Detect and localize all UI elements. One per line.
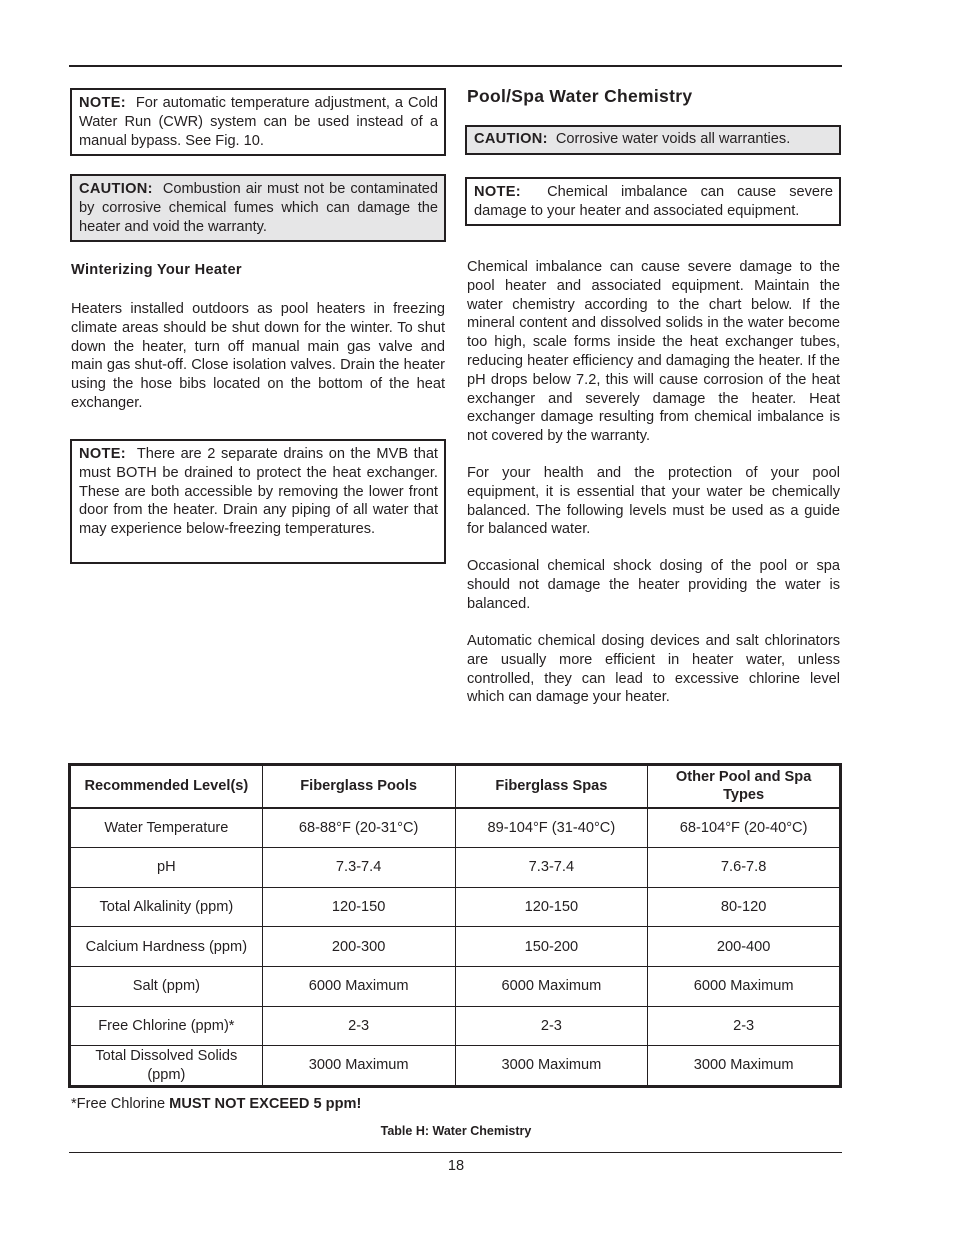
winterizing-heading: Winterizing Your Heater: [71, 262, 242, 278]
table-cell: pH: [70, 848, 263, 888]
table-cell: Total Dissolved Solids (ppm): [70, 1046, 263, 1087]
table-cell: 3000 Maximum: [262, 1046, 455, 1087]
caution-corrosive-text: Corrosive water voids all warranties.: [555, 131, 791, 147]
caution-combustion-box: [70, 174, 446, 242]
top-rule: [69, 65, 842, 67]
table-cell: 2-3: [262, 1006, 455, 1046]
table-row: [70, 1046, 841, 1087]
note-drains-box: [70, 439, 446, 564]
table-cell: 120-150: [262, 887, 455, 927]
table-cell: 68-88°F (20-31°C): [262, 808, 455, 848]
table-cell: 7.3-7.4: [262, 848, 455, 888]
note-imbalance-text: Chemical imbalance can cause severe damage to your heater and associated equipment.: [474, 184, 833, 219]
table-cell: Water Temperature: [70, 808, 263, 848]
note-label: NOTE:: [79, 95, 126, 111]
table-row: [70, 848, 841, 888]
table-cell: Total Alkalinity (ppm): [70, 887, 263, 927]
table-header: Other Pool and Spa Types: [648, 765, 841, 808]
table-row: [70, 927, 841, 967]
chemistry-paragraph-4: Automatic chemical dosing devices and salt chlorinators are usually more efficient in heater water, unless controlled, they can lead to excessive chlorine level which can damage your heater.: [467, 633, 840, 706]
section-title: Pool/Spa Water Chemistry: [467, 86, 693, 106]
table-header: Fiberglass Spas: [455, 765, 648, 808]
table-cell: 7.3-7.4: [455, 848, 648, 888]
table-row: [70, 967, 841, 1007]
note-label: NOTE:: [474, 184, 521, 200]
table-footnote: [71, 1096, 361, 1112]
page-number: 18: [447, 1158, 465, 1174]
table-cell: Calcium Hardness (ppm): [70, 927, 263, 967]
note-cwr-text: For automatic temperature adjustment, a Cold Water Run (CWR) system can be used instead of a manual bypass. See Fig. 10.: [79, 95, 438, 149]
caution-corrosive-box: [465, 125, 841, 155]
chemistry-paragraph-1: Chemical imbalance can cause severe damage to the pool heater and associated equipment. Maintain the water chemistry according to the chart below. If the mineral content and dissolved solids in the water become too high, scale forms inside the heat exchanger tubes, reducing heater efficiency and damaging the heater. If the pH drops below 7.2, this will cause corrosion of the heat exchanger and severely damage the heater. Heat exchanger damage resulting from chemical imbalance is not covered by the warranty.: [467, 259, 840, 445]
table-cell: 200-300: [262, 927, 455, 967]
table-row: [70, 808, 841, 848]
chemistry-paragraph-3: Occasional chemical shock dosing of the pool or spa should not damage the heater providing the water is balanced.: [467, 558, 840, 612]
table-header-row: [70, 765, 841, 808]
note-cwr-box: [70, 88, 446, 156]
table-cell: Salt (ppm): [70, 967, 263, 1007]
table-header: Recommended Level(s): [70, 765, 263, 808]
note-drains-text: There are 2 separate drains on the MVB that must BOTH be drained to protect the heat exchanger. These are both accessible by removing the lower front door from the heater. Drain any piping of all water that may experience below-freezing temperatures.: [79, 446, 438, 538]
table-row: [70, 1006, 841, 1046]
table-cell: 7.6-7.8: [648, 848, 841, 888]
chemistry-paragraph-2: For your health and the protection of your pool equipment, it is essential that your water be chemically balanced. The following levels must be used as a guide for balanced water.: [467, 465, 840, 538]
table-cell: 6000 Maximum: [262, 967, 455, 1007]
table-header: Fiberglass Pools: [262, 765, 455, 808]
table-cell: 68-104°F (20-40°C): [648, 808, 841, 848]
caution-label: CAUTION:: [474, 131, 548, 147]
table-cell: 89-104°F (31-40°C): [455, 808, 648, 848]
note-label: NOTE:: [79, 446, 126, 462]
table-caption: Table H: Water Chemistry: [380, 1124, 532, 1138]
table-cell: 6000 Maximum: [455, 967, 648, 1007]
bottom-rule: [69, 1152, 842, 1153]
table-cell: 2-3: [648, 1006, 841, 1046]
table-cell: 2-3: [455, 1006, 648, 1046]
table-cell: 3000 Maximum: [455, 1046, 648, 1087]
water-chemistry-table: [68, 763, 842, 1088]
table-cell: 150-200: [455, 927, 648, 967]
footnote-warning: MUST NOT EXCEED 5 ppm!: [169, 1096, 362, 1112]
table-cell: Free Chlorine (ppm)*: [70, 1006, 263, 1046]
table-cell: 3000 Maximum: [648, 1046, 841, 1087]
table-row: [70, 887, 841, 927]
caution-combustion-text: Combustion air must not be contaminated by corrosive chemical fumes which can damage the heater and void the warranty.: [79, 181, 438, 235]
table-cell: 120-150: [455, 887, 648, 927]
footnote-prefix: *Free Chlorine: [71, 1096, 170, 1112]
table-cell: 200-400: [648, 927, 841, 967]
caution-label: CAUTION:: [79, 181, 153, 197]
winterizing-body: Heaters installed outdoors as pool heaters in freezing climate areas should be shut down for the winter. To shut down the heater, turn off manual main gas valve and main gas shut-off. Close isolation valves. Drain the heater using the hose bibs located on the bottom of the heat exchanger.: [71, 301, 445, 411]
table-cell: 80-120: [648, 887, 841, 927]
table-cell: 6000 Maximum: [648, 967, 841, 1007]
note-imbalance-box: [465, 177, 841, 226]
